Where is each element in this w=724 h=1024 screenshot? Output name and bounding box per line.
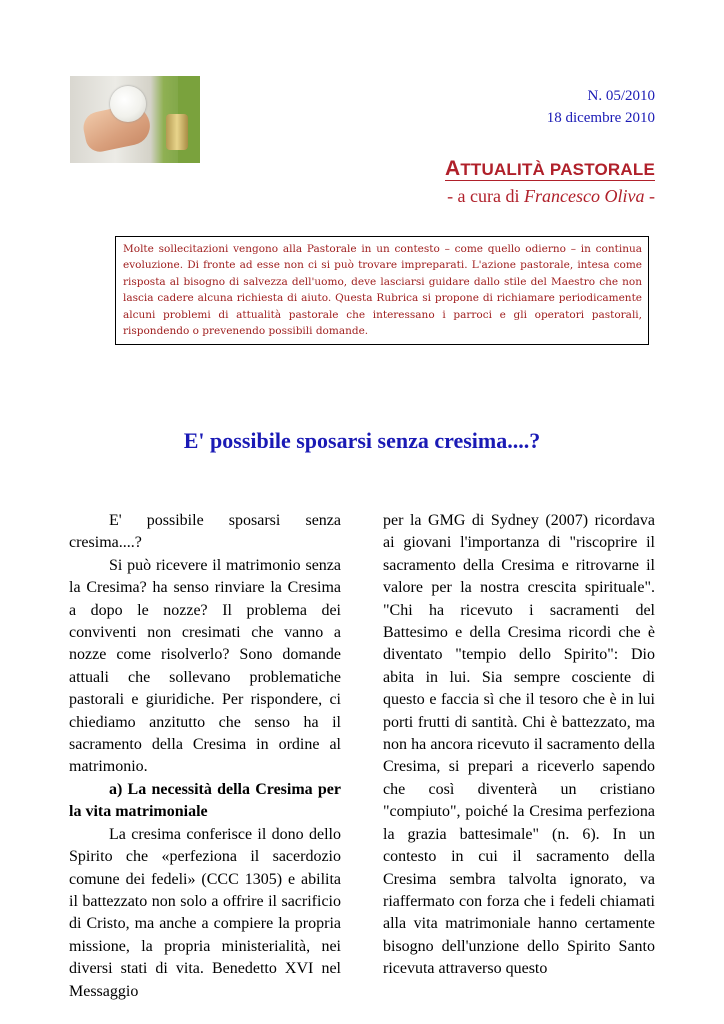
byline xyxy=(447,186,655,207)
header-photo-eucharist xyxy=(70,76,200,163)
subheading: a) La necessità della Cresima per la vita matrimoniale xyxy=(69,780,341,821)
article-right-column xyxy=(383,510,655,981)
paragraph: E' possibile sposarsi senza cresima....? xyxy=(69,512,341,552)
issue-date: 18 dicembre 2010 xyxy=(546,110,655,126)
byline-suffix: - xyxy=(644,186,655,206)
section-title-rest: TTUALITÀ PASTORALE xyxy=(460,160,655,179)
byline-prefix: - a cura di xyxy=(447,186,525,206)
article-title: E' possibile sposarsi senza cresima....? xyxy=(183,428,541,453)
paragraph: La cresima conferisce il dono dello Spirito che «perfeziona il sacerdozio comune dei fedeli» (CCC 1305) e abilita il battezzato non solo a offrire il sacrificio di Cristo, ma anche a compiere la propria missione, la propria ministerialità, nei diversi stati di vita. Benedetto XVI nel Messaggio xyxy=(69,825,341,1000)
article-left-column xyxy=(69,510,341,1003)
byline-author: Francesco Oliva xyxy=(524,186,645,206)
host-shape xyxy=(110,86,146,122)
intro-box: Molte sollecitazioni vengono alla Pastorale in un contesto – come quello odierno – in continua evoluzione. Di fronte ad esse non ci si può trovare impreparati. L'azione pastorale, intesa come risposta al bisogno di salvezza dell'uomo, deve lasciarsi guidare dallo stile del Maestro che non lascia cadere alcuna richiesta di aiuto. Questa Rubrica si propone di richiamare periodicamente alcuni problemi di attualità pastorale che interessano i parroci e gli operatori pastorali, rispondendo o prevenendo possibili domande. xyxy=(115,236,649,345)
paragraph: Si può ricevere il matrimonio senza la Cresima? ha senso rinviare la Cresima a dopo le nozze? Il problema dei conviventi non cresimati che vanno a nozze come risolverlo? Sono domande attuali che sollevano problematiche pastorali e giuridiche. Per rispondere, ci chiediamo anzitutto che senso ha il sacramento della Cresima in ordine al matrimonio. xyxy=(69,556,341,776)
issue-number: N. 05/2010 xyxy=(587,88,655,104)
section-title-initial: A xyxy=(444,157,461,180)
paragraph: per la GMG di Sydney (2007) ricordava ai giovani l'importanza di "riscoprire il sacramento della Cresima e ritrovarne il valore per la nostra crescita spirituale". "Chi ha ricevuto i sacramenti del Battesimo e della Cresima ricordi che è diventato "tempio dello Spirito": Dio abita in lui. Sia sempre cosciente di questo e faccia sì che il tesoro che è in lui porti frutti di santità. Chi è battezzato, ma non ha ancora ricevuto il sacramento della Cresima, si prepari a riceverlo sapendo che così diventerà un cristiano "compiuto", poiché la Cresima perfeziona la grazia battesimale" (n. 6). In un contesto in cui il sacramento della Cresima sembra talvolta ignorato, va riaffermato con forza che i fedeli chiamati alla vita matrimoniale hanno certamente bisogno dell'unzione dello Spirito Santo ricevuta attraverso questo xyxy=(383,512,655,978)
chalice-shape xyxy=(166,114,188,150)
section-title xyxy=(445,159,655,181)
